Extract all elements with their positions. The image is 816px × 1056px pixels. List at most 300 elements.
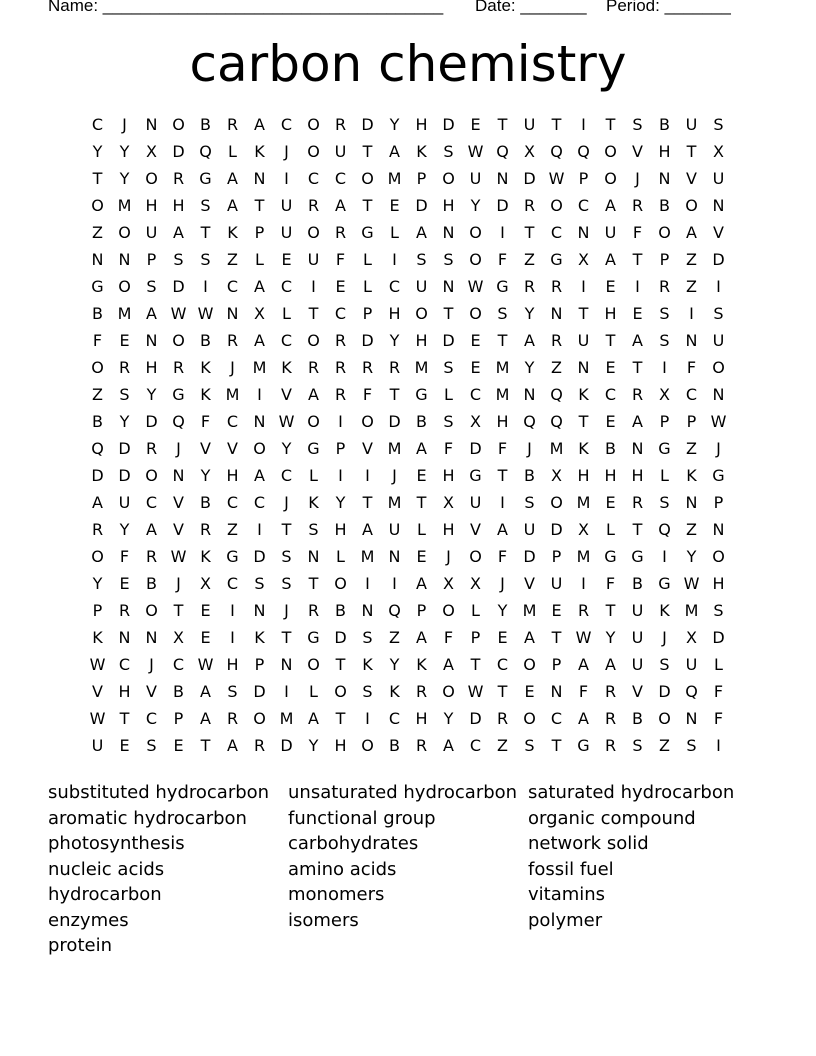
- grid-letter: A: [416, 439, 427, 458]
- grid-letter: A: [578, 709, 589, 728]
- grid-letter: X: [551, 466, 562, 485]
- grid-letter: T: [335, 709, 346, 728]
- grid-letter: Y: [524, 304, 535, 323]
- grid-letter: E: [551, 601, 562, 620]
- grid-letter: E: [605, 358, 616, 377]
- grid-row: [84, 678, 734, 705]
- grid-letter: M: [387, 493, 402, 512]
- grid-letter: U: [469, 169, 482, 188]
- grid-letter: T: [362, 196, 373, 215]
- grid-letter: S: [362, 682, 373, 701]
- grid-letter: A: [227, 736, 238, 755]
- grid-letter: V: [686, 169, 697, 188]
- grid-letter: R: [658, 277, 671, 296]
- grid-letter: N: [685, 493, 698, 512]
- grid-row: [84, 732, 734, 759]
- grid-letter: W: [467, 682, 484, 701]
- grid-letter: S: [713, 601, 724, 620]
- grid-letter: O: [145, 466, 158, 485]
- grid-letter: I: [500, 493, 505, 512]
- word-list-item: carbohydrates: [288, 833, 419, 854]
- grid-letter: E: [632, 304, 643, 323]
- word-column: [528, 780, 768, 933]
- grid-letter: U: [631, 655, 644, 674]
- grid-letter: I: [338, 412, 343, 431]
- grid-letter: X: [443, 493, 454, 512]
- grid-row: [84, 327, 734, 354]
- grid-letter: W: [548, 169, 565, 188]
- grid-letter: T: [605, 115, 616, 134]
- grid-letter: D: [91, 466, 104, 485]
- grid-letter: S: [659, 304, 670, 323]
- grid-letter: E: [470, 358, 481, 377]
- grid-letter: A: [443, 736, 454, 755]
- grid-letter: N: [91, 250, 104, 269]
- grid-letter: E: [119, 574, 130, 593]
- grid-letter: D: [550, 520, 563, 539]
- grid-letter: G: [577, 736, 590, 755]
- grid-letter: Y: [686, 547, 697, 566]
- grid-letter: C: [496, 655, 509, 674]
- grid-letter: B: [659, 196, 670, 215]
- grid-letter: S: [416, 250, 427, 269]
- grid-letter: V: [227, 439, 238, 458]
- grid-letter: Q: [685, 682, 698, 701]
- grid-letter: S: [659, 493, 670, 512]
- grid-letter: H: [442, 466, 455, 485]
- word-list-item: network solid: [528, 833, 649, 854]
- grid-letter: S: [443, 250, 454, 269]
- grid-letter: A: [254, 466, 265, 485]
- grid-letter: M: [279, 709, 294, 728]
- grid-letter: C: [226, 493, 239, 512]
- grid-row: [84, 300, 734, 327]
- grid-letter: V: [632, 682, 643, 701]
- grid-letter: R: [334, 331, 347, 350]
- grid-letter: O: [469, 250, 482, 269]
- grid-letter: P: [578, 169, 589, 188]
- grid-letter: S: [632, 115, 643, 134]
- grid-letter: G: [631, 547, 644, 566]
- grid-letter: F: [362, 385, 373, 404]
- grid-letter: O: [307, 223, 320, 242]
- grid-letter: E: [470, 331, 481, 350]
- grid-letter: D: [442, 331, 455, 350]
- word-list-item: nucleic acids: [48, 858, 165, 880]
- word-column: [48, 780, 288, 959]
- grid-letter: H: [226, 655, 239, 674]
- grid-letter: K: [362, 655, 373, 674]
- grid-letter: Y: [389, 655, 400, 674]
- grid-letter: N: [253, 601, 266, 620]
- grid-letter: G: [172, 385, 185, 404]
- grid-letter: C: [253, 493, 266, 512]
- grid-row: [84, 435, 734, 462]
- grid-letter: O: [172, 115, 185, 134]
- grid-letter: J: [284, 493, 289, 512]
- grid-letter: D: [361, 115, 374, 134]
- grid-letter: R: [334, 115, 347, 134]
- grid-row: [84, 408, 734, 435]
- word-list-item: fossil fuel: [528, 858, 614, 880]
- grid-letter: R: [631, 196, 644, 215]
- grid-letter: K: [254, 142, 265, 161]
- grid-letter: W: [197, 304, 214, 323]
- page-title: carbon chemistry: [189, 35, 627, 93]
- grid-letter: F: [497, 547, 508, 566]
- grid-letter: T: [632, 520, 643, 539]
- grid-letter: B: [92, 412, 103, 431]
- word-list-item: isomers: [288, 909, 359, 931]
- grid-letter: O: [307, 115, 320, 134]
- grid-letter: T: [551, 628, 562, 647]
- grid-letter: P: [659, 250, 670, 269]
- grid-letter: E: [119, 736, 130, 755]
- grid-letter: V: [146, 682, 157, 701]
- grid-letter: I: [689, 304, 694, 323]
- grid-letter: P: [686, 412, 697, 431]
- grid-letter: N: [442, 277, 455, 296]
- grid-letter: I: [203, 277, 208, 296]
- grid-letter: D: [118, 439, 131, 458]
- grid-letter: I: [311, 277, 316, 296]
- grid-letter: A: [227, 196, 238, 215]
- grid-row: [84, 381, 734, 408]
- grid-letter: O: [361, 412, 374, 431]
- grid-letter: I: [338, 466, 343, 485]
- grid-letter: H: [334, 520, 347, 539]
- grid-letter: D: [469, 709, 482, 728]
- grid-letter: Z: [686, 520, 697, 539]
- grid-letter: K: [200, 385, 211, 404]
- grid-letter: R: [199, 520, 212, 539]
- grid-letter: Y: [92, 142, 103, 161]
- grid-letter: G: [307, 439, 320, 458]
- grid-letter: B: [146, 574, 157, 593]
- grid-letter: E: [281, 250, 292, 269]
- grid-letter: A: [173, 223, 184, 242]
- grid-letter: H: [415, 331, 428, 350]
- grid-letter: A: [335, 196, 346, 215]
- grid-letter: M: [522, 601, 537, 620]
- grid-letter: C: [469, 736, 482, 755]
- grid-letter: D: [253, 682, 266, 701]
- grid-letter: T: [551, 115, 562, 134]
- grid-letter: K: [686, 466, 697, 485]
- grid-letter: Z: [389, 628, 400, 647]
- word-list-item: saturated hydrocarbon: [528, 782, 735, 803]
- grid-row: [84, 165, 734, 192]
- grid-letter: D: [415, 196, 428, 215]
- grid-letter: R: [523, 277, 536, 296]
- grid-letter: A: [254, 277, 265, 296]
- grid-letter: E: [470, 115, 481, 134]
- grid-letter: O: [91, 196, 104, 215]
- grid-letter: B: [632, 709, 643, 728]
- grid-letter: T: [578, 412, 589, 431]
- grid-letter: N: [712, 385, 725, 404]
- grid-row: [84, 543, 734, 570]
- grid-letter: O: [118, 277, 131, 296]
- grid-letter: G: [550, 250, 563, 269]
- grid-letter: Y: [308, 736, 319, 755]
- grid-letter: G: [658, 574, 671, 593]
- grid-letter: R: [631, 385, 644, 404]
- grid-letter: M: [414, 358, 429, 377]
- grid-letter: F: [605, 574, 616, 593]
- grid-letter: O: [307, 331, 320, 350]
- grid-letter: N: [496, 169, 509, 188]
- grid-letter: W: [170, 547, 187, 566]
- grid-letter: I: [230, 601, 235, 620]
- grid-letter: J: [446, 547, 451, 566]
- word-column: [288, 780, 528, 933]
- grid-letter: E: [389, 196, 400, 215]
- grid-letter: C: [307, 169, 320, 188]
- grid-letter: S: [443, 358, 454, 377]
- grid-letter: L: [606, 520, 615, 539]
- grid-letter: R: [550, 331, 563, 350]
- grid-letter: U: [469, 493, 482, 512]
- grid-letter: V: [632, 142, 643, 161]
- word-list-item: functional group: [288, 807, 436, 829]
- grid-letter: I: [635, 277, 640, 296]
- grid-letter: N: [388, 547, 401, 566]
- grid-letter: Z: [227, 520, 238, 539]
- grid-letter: E: [200, 601, 211, 620]
- grid-letter: N: [631, 439, 644, 458]
- grid-letter: H: [442, 520, 455, 539]
- grid-letter: G: [361, 223, 374, 242]
- grid-letter: Q: [658, 520, 671, 539]
- grid-letter: B: [173, 682, 184, 701]
- grid-letter: T: [362, 142, 373, 161]
- grid-letter: O: [307, 655, 320, 674]
- grid-letter: A: [308, 385, 319, 404]
- grid-letter: K: [659, 601, 670, 620]
- grid-letter: R: [226, 115, 239, 134]
- grid-letter: U: [550, 574, 563, 593]
- grid-letter: Y: [470, 196, 481, 215]
- grid-letter: P: [254, 655, 265, 674]
- grid-letter: C: [118, 655, 131, 674]
- word-list-item: substituted hydrocarbon: [48, 782, 270, 803]
- grid-letter: T: [605, 601, 616, 620]
- grid-letter: W: [89, 655, 106, 674]
- grid-letter: R: [226, 709, 239, 728]
- grid-row: [84, 246, 734, 273]
- grid-letter: Z: [686, 250, 697, 269]
- grid-letter: H: [631, 466, 644, 485]
- grid-letter: C: [550, 709, 563, 728]
- grid-letter: S: [281, 547, 292, 566]
- grid-letter: T: [281, 628, 292, 647]
- grid-letter: E: [605, 412, 616, 431]
- grid-letter: E: [173, 736, 184, 755]
- grid-letter: K: [281, 358, 292, 377]
- grid-letter: M: [576, 493, 591, 512]
- grid-letter: U: [631, 601, 644, 620]
- grid-letter: X: [578, 250, 589, 269]
- grid-letter: W: [197, 655, 214, 674]
- grid-letter: H: [604, 304, 617, 323]
- grid-letter: A: [362, 520, 373, 539]
- grid-letter: Q: [91, 439, 104, 458]
- grid-letter: N: [226, 304, 239, 323]
- grid-letter: H: [145, 196, 158, 215]
- word-list-item: hydrocarbon: [48, 884, 162, 905]
- grid-letter: H: [334, 736, 347, 755]
- grid-letter: T: [254, 196, 265, 215]
- grid-letter: A: [416, 628, 427, 647]
- grid-letter: T: [335, 655, 346, 674]
- grid-letter: C: [604, 385, 617, 404]
- grid-letter: F: [578, 682, 589, 701]
- grid-letter: G: [307, 628, 320, 647]
- grid-letter: V: [713, 223, 724, 242]
- grid-letter: U: [280, 223, 293, 242]
- grid-letter: X: [713, 142, 724, 161]
- grid-row: [84, 273, 734, 300]
- grid-letter: Z: [524, 250, 535, 269]
- grid-letter: I: [581, 277, 586, 296]
- grid-letter: O: [253, 439, 266, 458]
- grid-letter: Z: [227, 250, 238, 269]
- grid-letter: D: [172, 277, 185, 296]
- grid-row: [84, 516, 734, 543]
- grid-row: [84, 489, 734, 516]
- grid-letter: Y: [119, 412, 130, 431]
- grid-letter: P: [362, 304, 373, 323]
- grid-letter: R: [307, 196, 320, 215]
- grid-letter: M: [117, 304, 132, 323]
- grid-letter: B: [200, 493, 211, 512]
- grid-letter: M: [387, 169, 402, 188]
- grid-letter: P: [254, 223, 265, 242]
- grid-letter: L: [363, 277, 372, 296]
- grid-letter: C: [577, 196, 590, 215]
- grid-letter: L: [390, 223, 399, 242]
- grid-letter: O: [145, 601, 158, 620]
- grid-letter: X: [470, 412, 481, 431]
- grid-row: [84, 219, 734, 246]
- grid-letter: S: [254, 574, 265, 593]
- grid-letter: L: [309, 682, 318, 701]
- grid-letter: Z: [659, 736, 670, 755]
- grid-letter: A: [200, 682, 211, 701]
- grid-letter: P: [659, 412, 670, 431]
- name-label: Name: ____________________________________: [48, 0, 444, 15]
- grid-letter: R: [604, 736, 617, 755]
- grid-letter: A: [146, 520, 157, 539]
- grid-letter: B: [524, 466, 535, 485]
- grid-letter: D: [523, 547, 536, 566]
- grid-letter: Z: [551, 358, 562, 377]
- grid-letter: Z: [92, 385, 103, 404]
- grid-letter: M: [252, 358, 267, 377]
- grid-letter: K: [578, 439, 589, 458]
- grid-letter: W: [278, 412, 295, 431]
- grid-letter: N: [361, 601, 374, 620]
- grid-letter: V: [92, 682, 103, 701]
- grid-letter: Q: [550, 385, 563, 404]
- grid-letter: P: [146, 250, 157, 269]
- grid-letter: Y: [443, 709, 454, 728]
- grid-letter: S: [146, 736, 157, 755]
- grid-letter: T: [632, 358, 643, 377]
- grid-letter: X: [470, 574, 481, 593]
- grid-letter: X: [146, 142, 157, 161]
- grid-letter: G: [658, 439, 671, 458]
- grid-letter: O: [91, 358, 104, 377]
- grid-letter: V: [173, 493, 184, 512]
- grid-letter: H: [415, 709, 428, 728]
- grid-letter: N: [145, 331, 158, 350]
- grid-letter: H: [577, 466, 590, 485]
- grid-letter: B: [632, 574, 643, 593]
- grid-letter: M: [684, 601, 699, 620]
- grid-letter: A: [524, 628, 535, 647]
- grid-letter: R: [253, 736, 266, 755]
- grid-letter: I: [662, 358, 667, 377]
- grid-letter: Q: [550, 412, 563, 431]
- grid-letter: B: [335, 601, 346, 620]
- grid-letter: K: [200, 358, 211, 377]
- grid-row: [84, 597, 734, 624]
- grid-letter: H: [604, 466, 617, 485]
- grid-letter: Y: [146, 385, 157, 404]
- grid-letter: Q: [388, 601, 401, 620]
- grid-letter: S: [659, 655, 670, 674]
- grid-letter: A: [308, 709, 319, 728]
- grid-letter: V: [362, 439, 373, 458]
- grid-letter: L: [714, 655, 723, 674]
- grid-row: [84, 192, 734, 219]
- grid-row: [84, 354, 734, 381]
- grid-letter: R: [226, 331, 239, 350]
- grid-letter: H: [226, 466, 239, 485]
- grid-letter: N: [145, 628, 158, 647]
- grid-letter: J: [716, 439, 721, 458]
- grid-letter: T: [497, 466, 508, 485]
- grid-letter: F: [443, 439, 454, 458]
- grid-letter: D: [523, 169, 536, 188]
- grid-letter: B: [659, 115, 670, 134]
- grid-letter: P: [335, 439, 346, 458]
- grid-letter: O: [307, 142, 320, 161]
- grid-letter: K: [389, 682, 400, 701]
- grid-letter: M: [495, 358, 510, 377]
- grid-letter: C: [145, 709, 158, 728]
- grid-letter: F: [119, 547, 130, 566]
- grid-letter: I: [365, 466, 370, 485]
- grid-letter: W: [89, 709, 106, 728]
- grid-letter: F: [713, 682, 724, 701]
- grid-letter: C: [280, 466, 293, 485]
- grid-letter: L: [471, 601, 480, 620]
- grid-letter: G: [604, 547, 617, 566]
- grid-letter: G: [226, 547, 239, 566]
- grid-letter: C: [226, 574, 239, 593]
- grid-letter: Q: [523, 412, 536, 431]
- grid-letter: I: [392, 250, 397, 269]
- grid-letter: T: [308, 304, 319, 323]
- grid-letter: N: [658, 169, 671, 188]
- grid-letter: M: [117, 196, 132, 215]
- grid-letter: U: [631, 628, 644, 647]
- grid-letter: S: [443, 142, 454, 161]
- grid-letter: T: [497, 331, 508, 350]
